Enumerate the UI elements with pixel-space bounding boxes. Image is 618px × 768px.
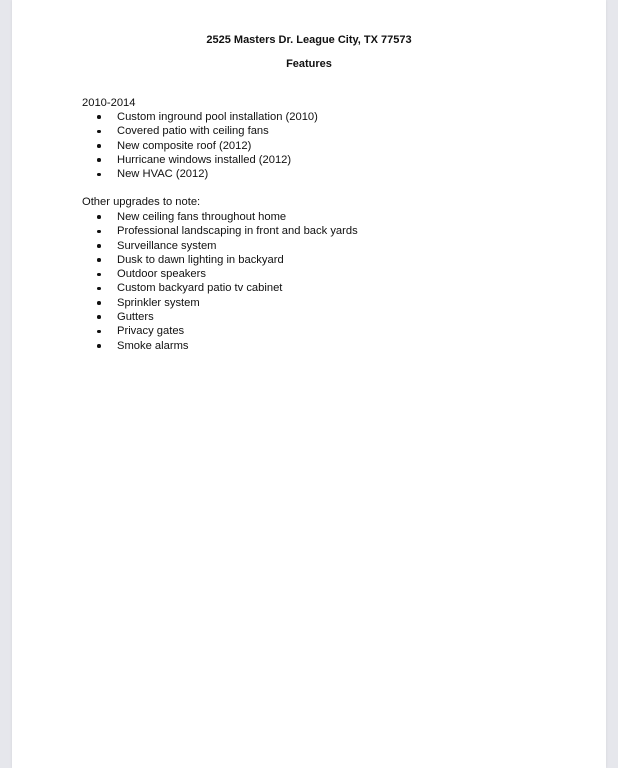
bullet-icon: [97, 173, 101, 177]
list-item-text: Professional landscaping in front and back yards: [117, 225, 358, 238]
list-item-text: Dusk to dawn lighting in backyard: [117, 253, 284, 266]
list-item: [12, 310, 358, 324]
list-item: [12, 110, 318, 124]
list-item-text: New composite roof (2012): [117, 139, 252, 152]
bullet-icon: [97, 344, 101, 348]
list-item-text: New HVAC (2012): [117, 168, 209, 181]
bullet-icon: [97, 244, 101, 248]
list-item-text: Custom backyard patio tv cabinet: [117, 282, 283, 295]
features-heading: Features: [286, 58, 332, 70]
list-item-text: Covered patio with ceiling fans: [117, 125, 269, 138]
property-address: 2525 Masters Dr. League City, TX 77573: [206, 34, 412, 46]
list-item-text: New ceiling fans throughout home: [117, 211, 287, 223]
list-item: [12, 296, 358, 310]
section-list-other-upgrades: [12, 210, 358, 353]
bullet-icon: [97, 273, 101, 277]
section-title-2010-2014: 2010-2014: [82, 97, 136, 109]
list-item-text: Surveillance system: [117, 239, 217, 252]
section-title-other-upgrades: Other upgrades to note:: [82, 196, 201, 208]
list-item: [12, 124, 318, 138]
list-item: [12, 339, 358, 353]
list-item: [12, 224, 358, 238]
list-item-text: Privacy gates: [117, 325, 185, 338]
bullet-icon: [97, 315, 101, 319]
section-list-2010-2014: [12, 110, 318, 181]
bullet-icon: [97, 230, 101, 234]
list-item: [12, 281, 358, 295]
document-page: [12, 0, 606, 768]
bullet-icon: [97, 301, 101, 305]
bullet-icon: [97, 115, 101, 119]
list-item: [12, 267, 358, 281]
list-item-text: Smoke alarms: [117, 339, 189, 352]
bullet-icon: [97, 330, 101, 334]
list-item-text: Hurricane windows installed (2012): [117, 153, 292, 166]
list-item-text: Sprinkler system: [117, 296, 200, 309]
list-item: [12, 139, 318, 153]
list-item: [12, 239, 358, 253]
list-item-text: Custom inground pool installation (2010): [117, 111, 318, 123]
bullet-icon: [97, 158, 101, 162]
bullet-icon: [97, 144, 101, 148]
bullet-icon: [97, 258, 101, 262]
list-item-text: Gutters: [117, 311, 154, 324]
list-item: [12, 253, 358, 267]
bullet-icon: [97, 287, 101, 291]
bullet-icon: [97, 130, 101, 134]
list-item: [12, 167, 318, 181]
list-item: [12, 324, 358, 338]
list-item: [12, 210, 358, 224]
bullet-icon: [97, 215, 101, 219]
list-item: [12, 153, 318, 167]
list-item-text: Outdoor speakers: [117, 268, 206, 281]
